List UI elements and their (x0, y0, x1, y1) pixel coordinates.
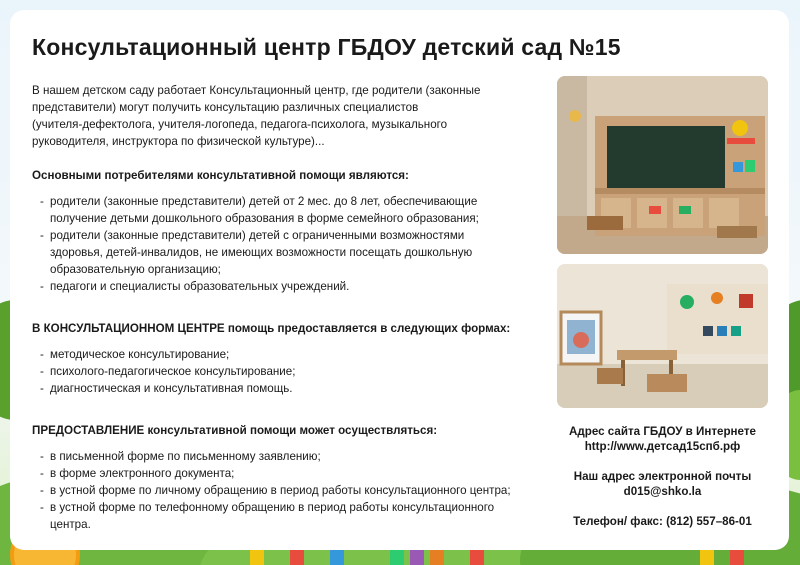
email-address[interactable]: d015@shko.la (623, 485, 702, 498)
list-item (40, 193, 547, 227)
list-item (40, 482, 547, 499)
contact-block (557, 424, 768, 529)
forms-list (32, 346, 547, 397)
intro-line: руководителя, инструктора по физической культуре)... (32, 135, 325, 148)
site-url[interactable]: http://www.детсад15спб.рф (584, 440, 741, 453)
intro-line: (учителя-дефектолога, учителя-логопеда, педагога-психолога, музыкального (32, 118, 448, 131)
list-item-line: - в форме электронного документа; (50, 467, 235, 480)
list-item-line: - в устной форме по телефонному обращению в период работы консультационного (50, 501, 495, 514)
main-text (32, 82, 547, 533)
provision-list (32, 448, 547, 533)
list-item-line: - педагоги и специалисты образовательных учреждений. (50, 280, 350, 293)
intro-line: представители) могут получить консультацию различных специалистов (32, 101, 419, 114)
list-item-line: образовательную организацию; (50, 263, 221, 276)
info-card (10, 10, 789, 550)
list-item-line: здоровья, детей-инвалидов, не имеющих возможности посещать дошкольную (50, 246, 473, 259)
list-item (40, 465, 547, 482)
list-item-line: центра. (50, 518, 91, 531)
classroom-photo (557, 76, 768, 254)
list-item: - методическое консультирование; (40, 346, 547, 363)
list-item-line: получение детьми дошкольного образования в форме семейного образования; (50, 212, 479, 225)
forms-heading-rest: помощь предоставляется в следующих формах: (224, 322, 511, 335)
list-item-line: - родители (законные представители) детей с ограниченными возможностями (50, 229, 465, 242)
consumers-heading: Основными потребителями консультативной помощи являются: (32, 169, 409, 182)
list-item-line: - родители (законные представители) детей от 2 мес. до 8 лет, обеспечивающие (50, 195, 478, 208)
phone-fax: Телефон/ факс: (812) 557–86-01 (573, 515, 752, 528)
consumers-list (32, 193, 547, 295)
play-corner-illustration (557, 264, 768, 408)
email-label: Наш адрес электронной почты (573, 470, 752, 483)
list-item-line: - в устной форме по личному обращению в период работы консультационного центра; (50, 484, 511, 497)
list-item (40, 448, 547, 465)
list-item (40, 499, 547, 533)
forms-heading (32, 320, 547, 337)
classroom-illustration (557, 76, 768, 254)
provision-heading-caps: ПРЕДОСТАВЛЕНИЕ (32, 424, 145, 437)
site-label: Адрес сайта ГБДОУ в Интернете (569, 425, 756, 438)
forms-heading-caps: В КОНСУЛЬТАЦИОННОМ ЦЕНТРЕ (32, 322, 225, 335)
intro-line: В нашем детском саду работает Консультационный центр, где родители (законные (32, 84, 481, 97)
provision-heading-rest: консультативной помощи может осуществляться: (144, 424, 438, 437)
page-title: Консультационный центр ГБДОУ детский сад №15 (32, 34, 621, 60)
list-item: - психолого-педагогическое консультирование; (40, 363, 547, 380)
list-item-line: - в письменной форме по письменному заявлению; (50, 450, 321, 463)
play-corner-photo (557, 264, 768, 408)
provision-heading (32, 422, 547, 439)
list-item (40, 278, 547, 295)
list-item (40, 227, 547, 278)
list-item: - диагностическая и консультативная помощь. (40, 380, 547, 397)
